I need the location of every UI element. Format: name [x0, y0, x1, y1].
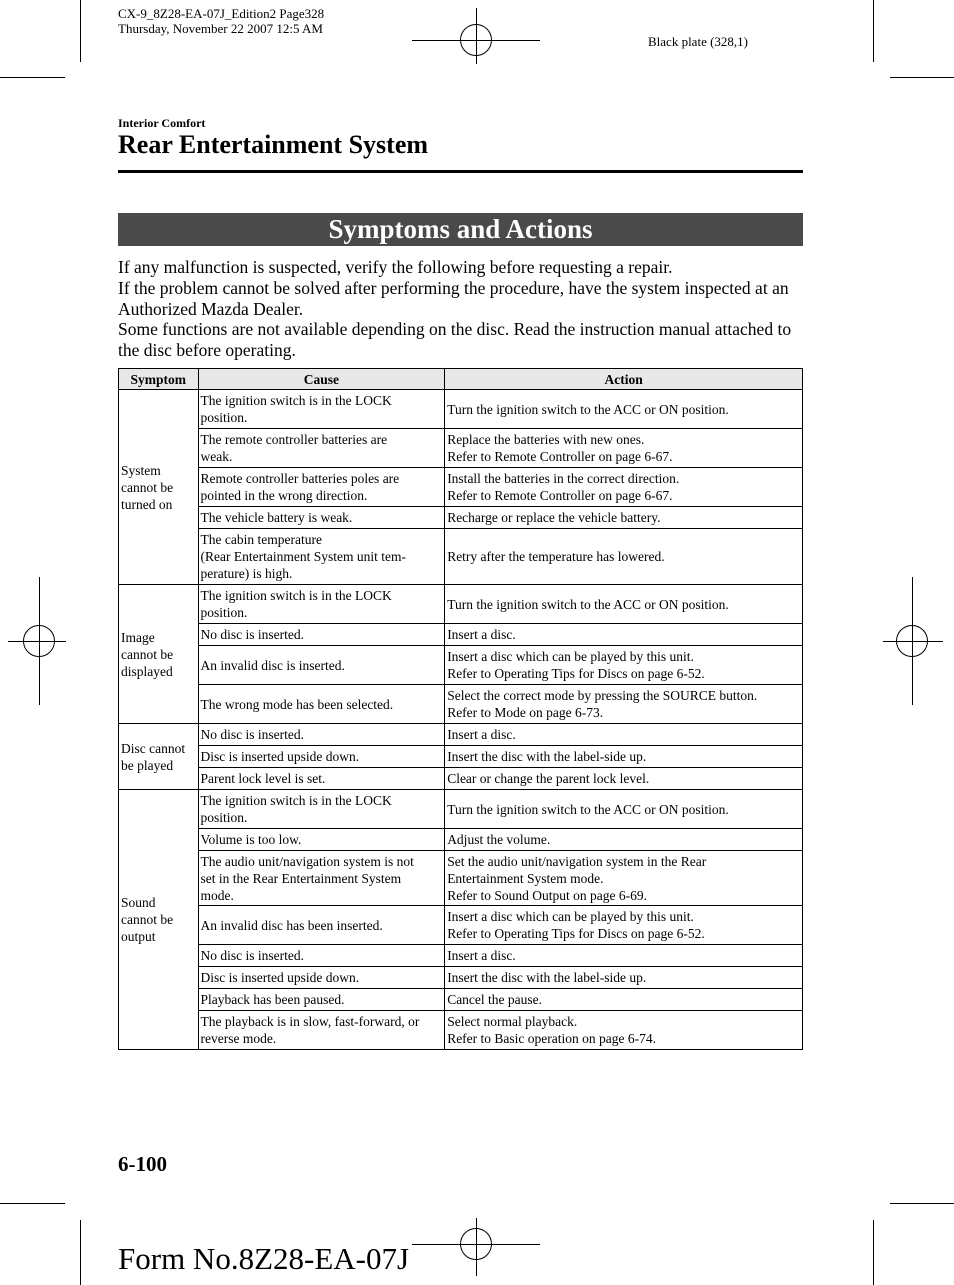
- symptom-line: cannot be: [121, 912, 174, 927]
- action-line: Insert a disc.: [447, 727, 516, 742]
- action-cell: [445, 851, 803, 906]
- cause-cell: [198, 468, 445, 507]
- cause-cell: [198, 768, 445, 790]
- table-row: [119, 746, 803, 768]
- action-cell: [445, 768, 803, 790]
- symptom-cell: [119, 790, 199, 1050]
- action-line: Insert a disc.: [447, 948, 516, 963]
- print-meta-date: Thursday, November 22 2007 12:5 AM: [118, 21, 323, 36]
- section-banner: Symptoms and Actions: [118, 213, 803, 246]
- symptom-line: Sound: [121, 895, 156, 910]
- table-row: [119, 507, 803, 529]
- cause-cell: [198, 829, 445, 851]
- cause-cell: [198, 507, 445, 529]
- action-cell: [445, 624, 803, 646]
- cause-line: No disc is inserted.: [200, 948, 304, 963]
- table-body: [119, 390, 803, 1050]
- cause-cell: [198, 746, 445, 768]
- table-row: [119, 989, 803, 1011]
- cause-line: The remote controller batteries are: [200, 432, 388, 447]
- action-line: Select the correct mode by pressing the SOURCE button.: [447, 688, 758, 703]
- action-line: Adjust the volume.: [447, 832, 551, 847]
- action-cell: [445, 585, 803, 624]
- print-meta-file: CX-9_8Z28-EA-07J_Edition2 Page328: [118, 6, 325, 21]
- action-cell: [445, 468, 803, 507]
- action-line: Retry after the temperature has lowered.: [447, 549, 665, 564]
- symptoms-table: [118, 368, 803, 1050]
- action-cell: [445, 507, 803, 529]
- action-line: Set the audio unit/navigation system in the Rear: [447, 853, 707, 869]
- cause-line: (Rear Entertainment System unit tem-: [200, 549, 406, 564]
- cause-cell: [198, 646, 445, 685]
- cause-line: The audio unit/navigation system is not: [200, 853, 414, 869]
- table-row: [119, 468, 803, 507]
- symptom-cell: [119, 390, 199, 585]
- table-row: [119, 529, 803, 585]
- cause-line: The ignition switch is in the LOCK: [200, 588, 392, 603]
- cause-line: Playback has been paused.: [200, 992, 345, 1007]
- header-cause: Cause: [198, 369, 445, 390]
- action-line: Cancel the pause.: [447, 992, 543, 1007]
- intro-paragraph: If any malfunction is suspected, verify the following before requesting a repair.: [118, 257, 673, 277]
- symptom-line: output: [121, 929, 156, 944]
- symptom-line: cannot be: [121, 479, 174, 495]
- cause-line: Volume is too low.: [200, 832, 302, 847]
- action-line: Insert a disc which can be played by this unit.: [447, 649, 694, 664]
- intro-text: [118, 257, 808, 361]
- page-number: 6-100: [118, 1152, 167, 1176]
- title-rule: [118, 170, 803, 173]
- action-cell: [445, 529, 803, 585]
- cause-line: set in the Rear Entertainment System: [200, 870, 402, 886]
- action-line: Replace the batteries with new ones.: [447, 432, 645, 447]
- cause-cell: [198, 585, 445, 624]
- action-line: Refer to Sound Output on page 6-69.: [447, 887, 648, 903]
- plate-label: Black plate (328,1): [648, 34, 748, 49]
- cause-line: No disc is inserted.: [200, 627, 304, 642]
- cause-line: Parent lock level is set.: [200, 771, 326, 786]
- action-line: Insert the disc with the label-side up.: [447, 749, 647, 764]
- action-cell: [445, 790, 803, 829]
- table-row: [119, 967, 803, 989]
- cause-line: The playback is in slow, fast-forward, or: [200, 1014, 420, 1029]
- cause-cell: [198, 945, 445, 967]
- action-line: Turn the ignition switch to the ACC or ON position.: [447, 801, 729, 817]
- page-title: Rear Entertainment System: [118, 130, 429, 159]
- action-line: Insert the disc with the label-side up.: [447, 970, 647, 985]
- cause-cell: [198, 989, 445, 1011]
- table-row: [119, 724, 803, 746]
- action-line: Select normal playback.: [447, 1014, 578, 1029]
- table-row: [119, 429, 803, 468]
- table-row: [119, 829, 803, 851]
- cause-cell: [198, 967, 445, 989]
- intro-paragraph: If the problem cannot be solved after performing the procedure, have the system inspected at an Authorized Mazda Dealer.: [118, 277, 789, 319]
- action-line: Insert a disc which can be played by this unit.: [447, 909, 694, 924]
- cause-line: The vehicle battery is weak.: [200, 510, 353, 525]
- table-row: [119, 906, 803, 945]
- action-cell: [445, 746, 803, 768]
- intro-paragraph: Some functions are not available depending on the disc. Read the instruction manual attached to the disc before operating.: [118, 319, 792, 361]
- cause-line: The ignition switch is in the LOCK: [200, 393, 392, 408]
- cause-cell: [198, 685, 445, 724]
- action-cell: [445, 1011, 803, 1050]
- symptom-cell: [119, 724, 199, 790]
- cause-line: Disc is inserted upside down.: [200, 970, 360, 985]
- cause-cell: [198, 390, 445, 429]
- symptom-line: cannot be: [121, 646, 174, 662]
- action-cell: [445, 390, 803, 429]
- header-action: Action: [445, 369, 803, 390]
- table-row: [119, 851, 803, 906]
- print-meta: [118, 6, 324, 36]
- header-symptom: Symptom: [119, 369, 199, 390]
- cause-line: Remote controller batteries poles are: [200, 471, 400, 486]
- cause-line: weak.: [200, 449, 233, 464]
- cause-line: mode.: [200, 887, 234, 903]
- cause-cell: [198, 1011, 445, 1050]
- symptom-line: System: [121, 462, 161, 478]
- symptom-line: displayed: [121, 663, 173, 679]
- table-row: [119, 646, 803, 685]
- cause-line: No disc is inserted.: [200, 727, 304, 742]
- symptom-cell: [119, 585, 199, 724]
- cause-line: reverse mode.: [200, 1031, 277, 1046]
- form-number: Form No.8Z28-EA-07J: [118, 1241, 410, 1276]
- table-row: [119, 624, 803, 646]
- cause-cell: [198, 529, 445, 585]
- action-cell: [445, 429, 803, 468]
- cause-line: The ignition switch is in the LOCK: [200, 793, 392, 808]
- action-cell: [445, 724, 803, 746]
- cause-line: position.: [200, 410, 248, 425]
- cause-line: The cabin temperature: [200, 532, 322, 547]
- cause-cell: [198, 790, 445, 829]
- action-cell: [445, 989, 803, 1011]
- table-header-row: [119, 369, 803, 390]
- symptom-line: Image: [121, 629, 155, 645]
- action-cell: [445, 945, 803, 967]
- table-row: [119, 1011, 803, 1050]
- action-line: Clear or change the parent lock level.: [447, 771, 650, 786]
- cause-line: perature) is high.: [200, 566, 293, 581]
- action-line: Refer to Remote Controller on page 6-67.: [447, 488, 673, 503]
- action-cell: [445, 967, 803, 989]
- table-row: [119, 685, 803, 724]
- action-line: Turn the ignition switch to the ACC or ON position.: [447, 596, 729, 612]
- table-row: [119, 945, 803, 967]
- action-line: Refer to Basic operation on page 6-74.: [447, 1031, 656, 1046]
- cause-line: position.: [200, 605, 248, 620]
- action-line: Refer to Operating Tips for Discs on page 6-52.: [447, 666, 705, 681]
- section-label: Interior Comfort: [118, 116, 206, 130]
- table-row: [119, 790, 803, 829]
- action-line: Turn the ignition switch to the ACC or ON position.: [447, 401, 729, 417]
- action-line: Recharge or replace the vehicle battery.: [447, 510, 661, 525]
- cause-cell: [198, 851, 445, 906]
- cause-line: Disc is inserted upside down.: [200, 749, 360, 764]
- symptom-line: be played: [121, 757, 174, 773]
- cause-cell: [198, 429, 445, 468]
- symptom-line: turned on: [121, 496, 173, 512]
- action-line: Refer to Remote Controller on page 6-67.: [447, 449, 673, 464]
- action-cell: [445, 829, 803, 851]
- cause-cell: [198, 724, 445, 746]
- cause-line: pointed in the wrong direction.: [200, 488, 368, 503]
- action-line: Refer to Mode on page 6-73.: [447, 705, 604, 720]
- cause-line: position.: [200, 810, 248, 825]
- cause-line: The wrong mode has been selected.: [200, 696, 394, 712]
- action-cell: [445, 906, 803, 945]
- symptom-line: Disc cannot: [121, 740, 186, 756]
- action-line: Entertainment System mode.: [447, 870, 604, 886]
- cause-line: An invalid disc has been inserted.: [200, 917, 383, 933]
- action-line: Refer to Operating Tips for Discs on page 6-52.: [447, 926, 705, 941]
- table-row: [119, 390, 803, 429]
- cause-cell: [198, 624, 445, 646]
- action-cell: [445, 685, 803, 724]
- table-row: [119, 768, 803, 790]
- cause-line: An invalid disc is inserted.: [200, 657, 345, 673]
- cause-cell: [198, 906, 445, 945]
- table-row: [119, 585, 803, 624]
- action-cell: [445, 646, 803, 685]
- action-line: Insert a disc.: [447, 627, 516, 642]
- action-line: Install the batteries in the correct direction.: [447, 471, 680, 486]
